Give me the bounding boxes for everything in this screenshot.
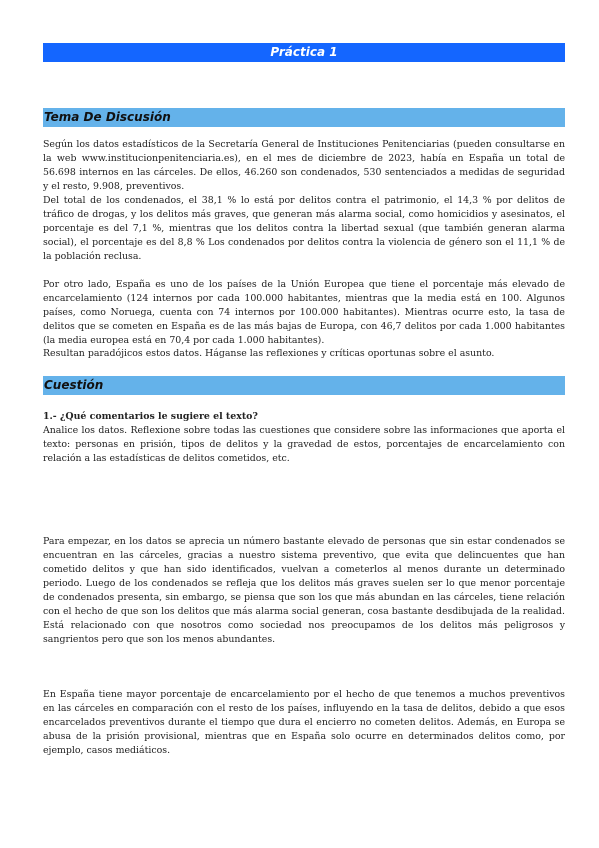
paragraph-paradoja: Resultan paradójicos estos datos. Háganse las reflexiones y críticas oportunas sobre el asunto.	[43, 348, 495, 359]
question-text: 1.- ¿Qué comentarios le sugiere el texto?	[43, 411, 258, 422]
question-instructions: Analice los datos. Reflexione sobre todas las cuestiones que considere sobre las informaciones que aporta el texto: personas en prisión, tipos de delitos y la gravedad de estos, porcentajes de encarcelamiento con relación a las estadísticas de delitos cometidos, etc.	[43, 425, 565, 464]
section-heading-text: Cuestión	[44, 378, 104, 392]
paragraph-condenados: Del total de los condenados, el 38,1 % lo está por delitos contra el patrimonio, el 14,3 % por delitos de tráfico de drogas, y los delitos más graves, que generan más alarma social, como homicidios y asesinatos, el porcentaje es del 7,1 %, mientras que los delitos contra la libertad sexual (que también generan alarma social), el porcentaje es del 8,8 % Los condenados por delitos contra la violencia de género son el 11,1 % de la población reclusa.	[43, 195, 565, 262]
answer-paragraph-2: En España tiene mayor porcentaje de encarcelamiento por el hecho de que tenemos a muchos preventivos en las cárceles en comparación con el resto de los países, influyendo en la tasa de delitos, debido a que esos encarcelados preventivos durante el tiempo que dura el encierro no cometen delitos. Además, en Europa se abusa de la prisión provisional, mientras que en España solo ocurre en determinados delitos como, por ejemplo, casos mediáticos.	[43, 689, 565, 756]
section-heading-tema	[43, 108, 565, 127]
section-heading-cuestion	[43, 376, 565, 395]
answer-paragraph-1: Para empezar, en los datos se aprecia un número bastante elevado de personas que sin estar condenados se encuentran en las cárceles, gracias a nuestro sistema preventivo, que evita que delincuentes que han cometido delitos y que han sido identificados, vuelvan a cometerlos al menos durante un determinado periodo. Luego de los condenados se refleja que los delitos más graves suelen ser lo que menor porcentaje de condenados presenta, sin embargo, se piensa que son los que más abundan en las cárceles, tiene relación con el hecho de que son los delitos que más alarma social generan, cosa bastante desdibujada de la realidad. Está relacionado con que nosotros como sociedad nos preocupamos de los delitos más peligrosos y sangrientos pero que son los menos abundantes.	[43, 536, 565, 645]
section-heading-text: Tema De Discusión	[44, 110, 171, 124]
paragraph-europa: Por otro lado, España es uno de los países de la Unión Europea que tiene el porcentaje más elevado de encarcelamiento (124 internos por cada 100.000 habitantes, mientras que la media está en 100. Algunos países, como Noruega, cuenta con 74 internos por 100.000 habitantes). Mientras ocurre esto, la tasa de delitos que se cometen en España es de las más bajas de Europa, con 46,7 delitos por cada 1.000 habitantes (la media europea está en 70,4 por cada 1.000 habitantes).	[43, 279, 565, 346]
page-title: Práctica 1	[43, 43, 565, 62]
paragraph-intro: Según los datos estadísticos de la Secretaría General de Instituciones Penitenciarias (pueden consultarse en la web www.institucionpenitenciaria.es), en el mes de diciembre de 2023, había en España un total de 56.698 internos en las cárceles. De ellos, 46.260 son condenados, 530 sentenciados a medidas de seguridad y el resto, 9.908, preventivos.	[43, 139, 565, 192]
